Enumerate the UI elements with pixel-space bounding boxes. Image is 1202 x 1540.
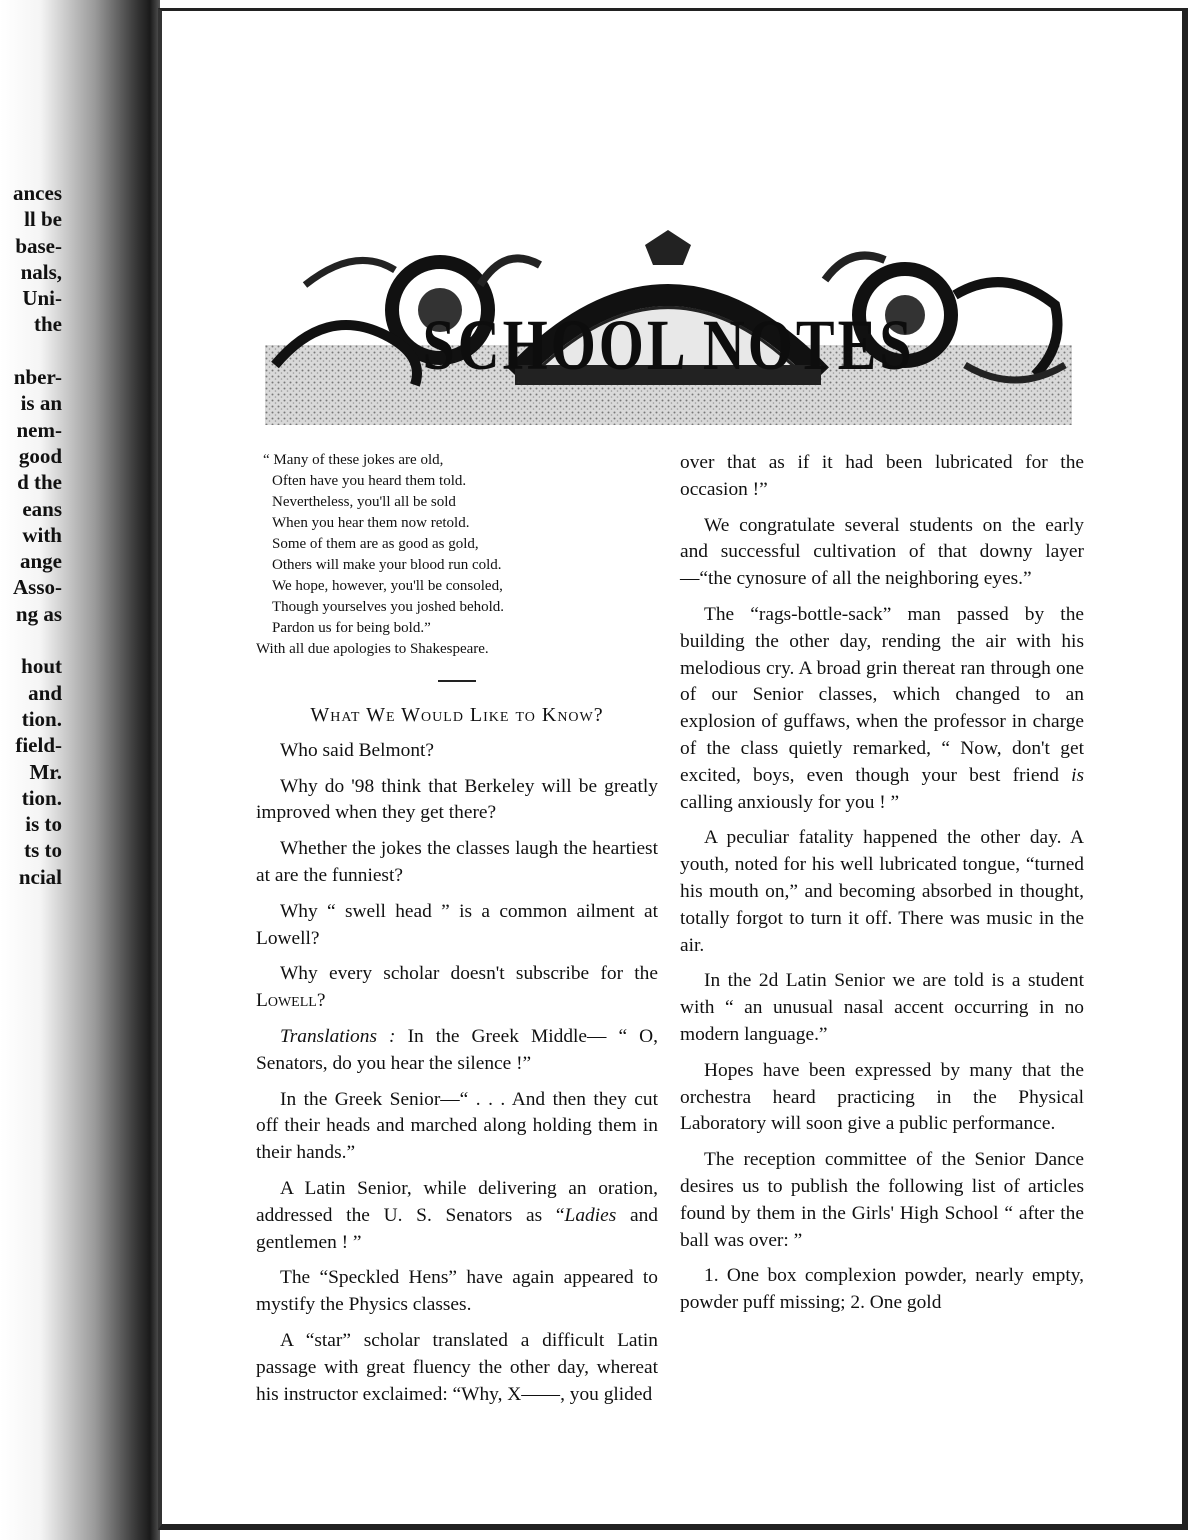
fragment-line: ances	[13, 181, 62, 205]
fragment-line: ange	[20, 549, 62, 574]
divider	[438, 680, 476, 682]
fragment-line: and	[28, 680, 62, 705]
paragraph	[256, 1024, 658, 1078]
paragraph-text: The “rags-bottle-sack” man passed by the building the other day, rending the air with his melodious cry. A broad grin thereat ran through one of our Senior classes, which changed to an explosion of guffaws, when the professor in charge of the class quietly remarked,	[680, 603, 1084, 759]
fragment-line: ll be	[24, 207, 62, 232]
fragment-line: nber-	[13, 365, 62, 390]
poem-attribution: With all due apologies to Shakespeare.	[256, 641, 489, 657]
paragraph: Who said Belmont?	[280, 739, 435, 761]
fragment-line: ts to	[24, 838, 62, 863]
poem-line: Others will make your blood run cold.	[272, 557, 502, 573]
fragment-line	[0, 627, 62, 653]
paragraph: A peculiar fatality happened the other day. A youth, noted for his well lubricated tongue, “turned his mouth on,” and becoming absorbed in thought, totally forgot to turn it off. There was music in the air.	[680, 827, 1084, 956]
fragment-line: with	[22, 522, 62, 547]
paragraph: Hopes have been expressed by many that the orchestra heard practicing in the Physical Laboratory will soon give a public performance.	[680, 1059, 1084, 1135]
poem-line: Often have you heard them told.	[272, 473, 467, 489]
section-title: SCHOOL NOTES	[422, 303, 915, 385]
paragraph: 1. One box complexion powder, nearly empty, powder puff missing; 2. One gold	[680, 1265, 1084, 1314]
paragraph	[680, 602, 1084, 816]
paragraph-text: Why every scholar doesn't subscribe for the	[280, 963, 658, 985]
fragment-line: d the	[17, 470, 62, 495]
translations-label: Translations :	[280, 1025, 396, 1047]
paragraph: Whether the jokes the classes laugh the heartiest at are the funniest?	[256, 838, 658, 886]
fragment-line: hout	[21, 654, 62, 679]
paragraph: In the 2d Latin Senior we are told is a student with “ an unusual nasal accent occurring in no modern language.”	[680, 970, 1084, 1045]
paragraph-text: In the Greek Middle— “ O, Senators, do you hear the silence !”	[256, 1025, 658, 1074]
fragment-line: the	[34, 312, 62, 337]
fragment-line: eans	[22, 496, 62, 521]
paragraph: Why do '98 think that Berkeley will be greatly improved when they get there?	[256, 775, 658, 824]
paragraph: The reception committee of the Senior Dance desires us to publish the following list of articles found by them in the Girls' High School “ after the ball was over: ”	[680, 1149, 1084, 1251]
fragment-line: ncial	[18, 864, 62, 889]
paper-name: Lowell?	[256, 990, 326, 1012]
fragment-line: Mr.	[29, 759, 62, 784]
paragraph: A “star” scholar translated a difficult Latin passage with great fluency the other day, whereat his instructor exclaimed: “Why, X——, you glided	[256, 1329, 658, 1405]
fragment-line: tion.	[21, 706, 62, 731]
poem-line: Some of them are as good as gold,	[272, 536, 479, 552]
fragment-line	[0, 338, 62, 364]
paragraph: over that as if it had been lubricated for the occasion !”	[680, 452, 1084, 500]
right-column	[680, 450, 1084, 1326]
previous-page-fragment	[0, 180, 62, 890]
paragraph-text: and gentlemen ! ”	[256, 1204, 658, 1253]
paragraph: The “Speckled Hens” have again appeared to mystify the Physics classes.	[256, 1267, 658, 1316]
fragment-line: is an	[20, 391, 62, 416]
paragraph: We congratulate several students on the early and successful cultivation of that downy layer—“the cynosure of all the neighboring eyes.”	[680, 514, 1084, 590]
epigraph-poem	[263, 450, 658, 639]
paragraph	[256, 1176, 658, 1256]
fragment-line: nals,	[20, 259, 62, 284]
fragment-line: tion.	[21, 785, 62, 810]
fragment-line: field-	[15, 733, 62, 758]
fragment-line: Uni-	[22, 286, 62, 311]
paragraph-text: “ Now, don't get excited, boys, even though your best friend	[680, 737, 1084, 786]
fragment-line: ng as	[15, 601, 62, 626]
poem-line: “ Many of these jokes are old,	[263, 452, 444, 468]
fragment-line: nem-	[16, 417, 62, 442]
paragraph-text: A Latin Senior, while delivering an oration, addressed the U. S. Senators as “	[256, 1177, 658, 1226]
poem-line: Pardon us for being bold.”	[272, 620, 431, 636]
poem-line: Though yourselves you joshed behold.	[272, 599, 505, 615]
paragraph: In the Greek Senior—“ . . . And then they cut off their heads and marched along holding them in their hands.”	[256, 1088, 658, 1164]
paragraph-text: calling anxiously for you ! ”	[680, 791, 900, 813]
emphasis: is	[1071, 764, 1084, 786]
paragraph	[256, 961, 658, 1015]
emphasis: Ladies	[564, 1204, 617, 1226]
poem-line: We hope, however, you'll be consoled,	[272, 578, 503, 594]
section-heading: What We Would Like to Know?	[310, 704, 604, 726]
paragraph: Why “ swell head ” is a common ailment at Lowell?	[256, 900, 658, 949]
fragment-line: Asso-	[12, 575, 62, 600]
poem-line: Nevertheless, you'll all be sold	[272, 494, 456, 510]
fragment-line: is to	[25, 812, 62, 837]
fragment-line: base-	[15, 233, 62, 258]
ornamental-header	[265, 225, 1072, 425]
fragment-line: good	[18, 443, 62, 468]
poem-line: When you hear them now retold.	[272, 515, 470, 531]
left-column	[256, 450, 658, 1417]
